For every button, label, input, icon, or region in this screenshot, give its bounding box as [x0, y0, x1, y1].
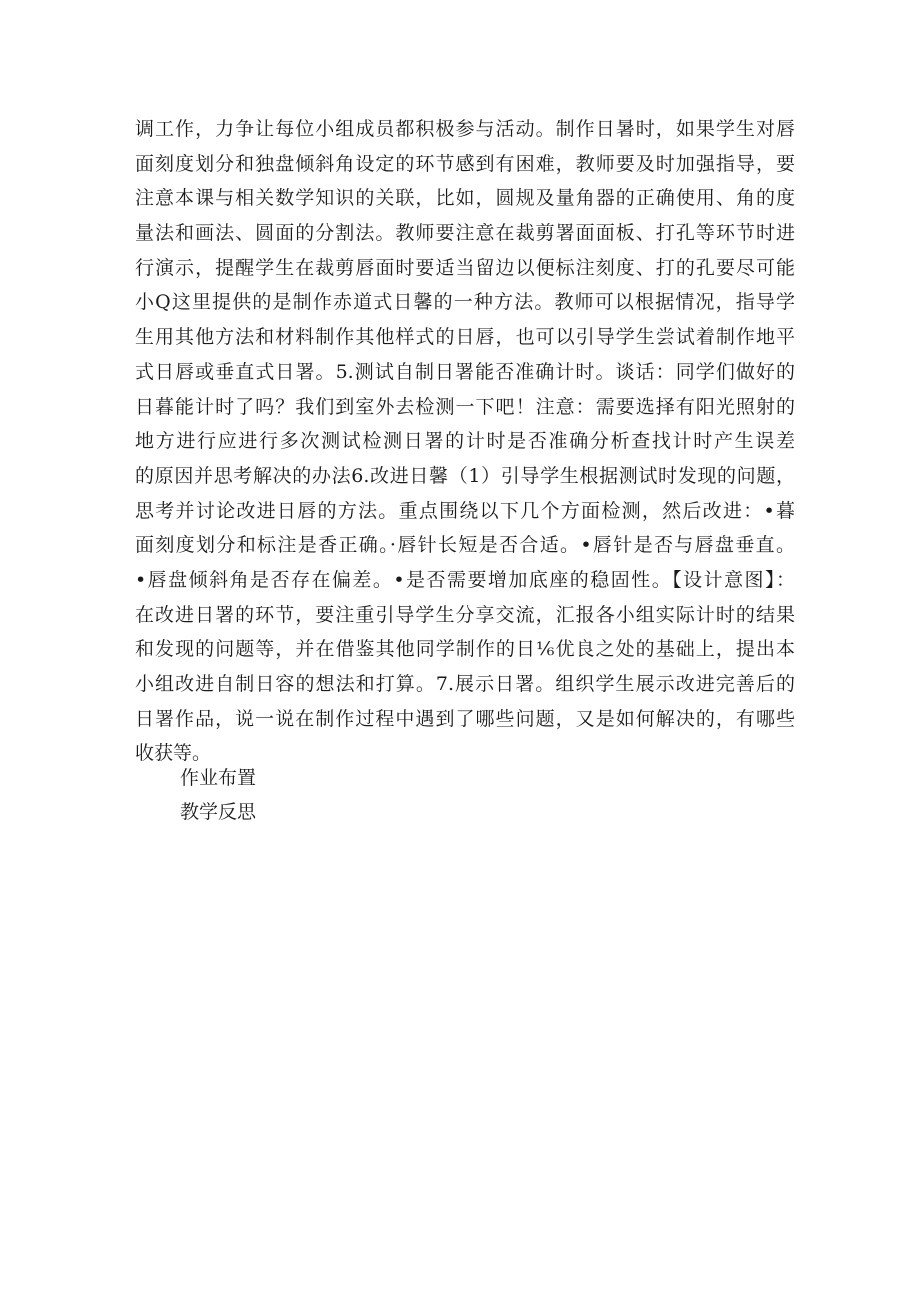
- paragraph-line: 小组改进自制日容的想法和打算。7.展示日署。组织学生展示改进完善后的: [135, 673, 795, 695]
- paragraph-line: 日署作品，说一说在制作过程中遇到了哪些问题，又是如何解决的，有哪些: [135, 707, 795, 730]
- reflection-heading: 教学反思: [180, 801, 257, 823]
- paragraph-line: 收获等。: [135, 742, 212, 765]
- paragraph-line: 调工作，力争让每位小组成员都积极参与活动。制作日暑时，如果学生对唇: [135, 118, 795, 140]
- paragraph-line: 式日唇或垂直式日署。5.测试自制日署能否准确计时。谈话：同学们做好的: [135, 360, 795, 383]
- document-body: [135, 112, 795, 771]
- paragraph-line: 行演示，提醒学生在裁剪唇面时要适当留边以便标注刻度、打的孔要尽可能: [135, 256, 795, 279]
- paragraph-line: 面刻度划分和独盘倾斜角设定的环节感到有困难，教师要及时加强指导，要: [135, 152, 795, 175]
- paragraph-line: 面刻度划分和标注是香正确。·唇针长短是否合适。•唇针是否与唇盘垂直。: [135, 534, 795, 557]
- paragraph-line: 日暮能计时了吗？我们到室外去检测一下吧！注意：需要选择有阳光照射的: [135, 395, 795, 418]
- paragraph-line: 小Q这里提供的是制作赤道式日馨的一种方法。教师可以根据情况，指导学: [135, 291, 795, 314]
- homework-heading: 作业布置: [180, 767, 257, 789]
- paragraph-line: 注意本课与相关数学知识的关联，比如，圆规及量角器的正确使用、角的度: [135, 187, 795, 210]
- paragraph-line: 生用其他方法和材料制作其他样式的日唇，也可以引导学生尝试着制作地平: [135, 326, 795, 349]
- paragraph-line: 和发现的问题等，并在借鉴其他同学制作的日⅙优良之处的基础上，提出本: [135, 638, 795, 661]
- paragraph-line: 在改进日署的环节，要注重引导学生分享交流，汇报各小组实际计时的结果: [135, 603, 795, 626]
- paragraph-line: 的原因并思考解决的办法6.改进日馨（1）引导学生根据测试时发现的问题，: [135, 464, 795, 487]
- paragraph-line: 思考并讨论改进日唇的方法。重点围绕以下几个方面检测，然后改进：•暮: [135, 499, 795, 522]
- paragraph-line: 地方进行应进行多次测试检测日署的计时是否准确分析查找计时产生误差: [135, 430, 795, 453]
- paragraph-line: •唇盘倾斜角是否存在偏差。•是否需要增加底座的稳固性。【设计意图】：: [135, 568, 795, 591]
- paragraph-line: 量法和画法、圆面的分割法。教师要注意在裁剪署面面板、打孔等环节时进: [135, 222, 795, 245]
